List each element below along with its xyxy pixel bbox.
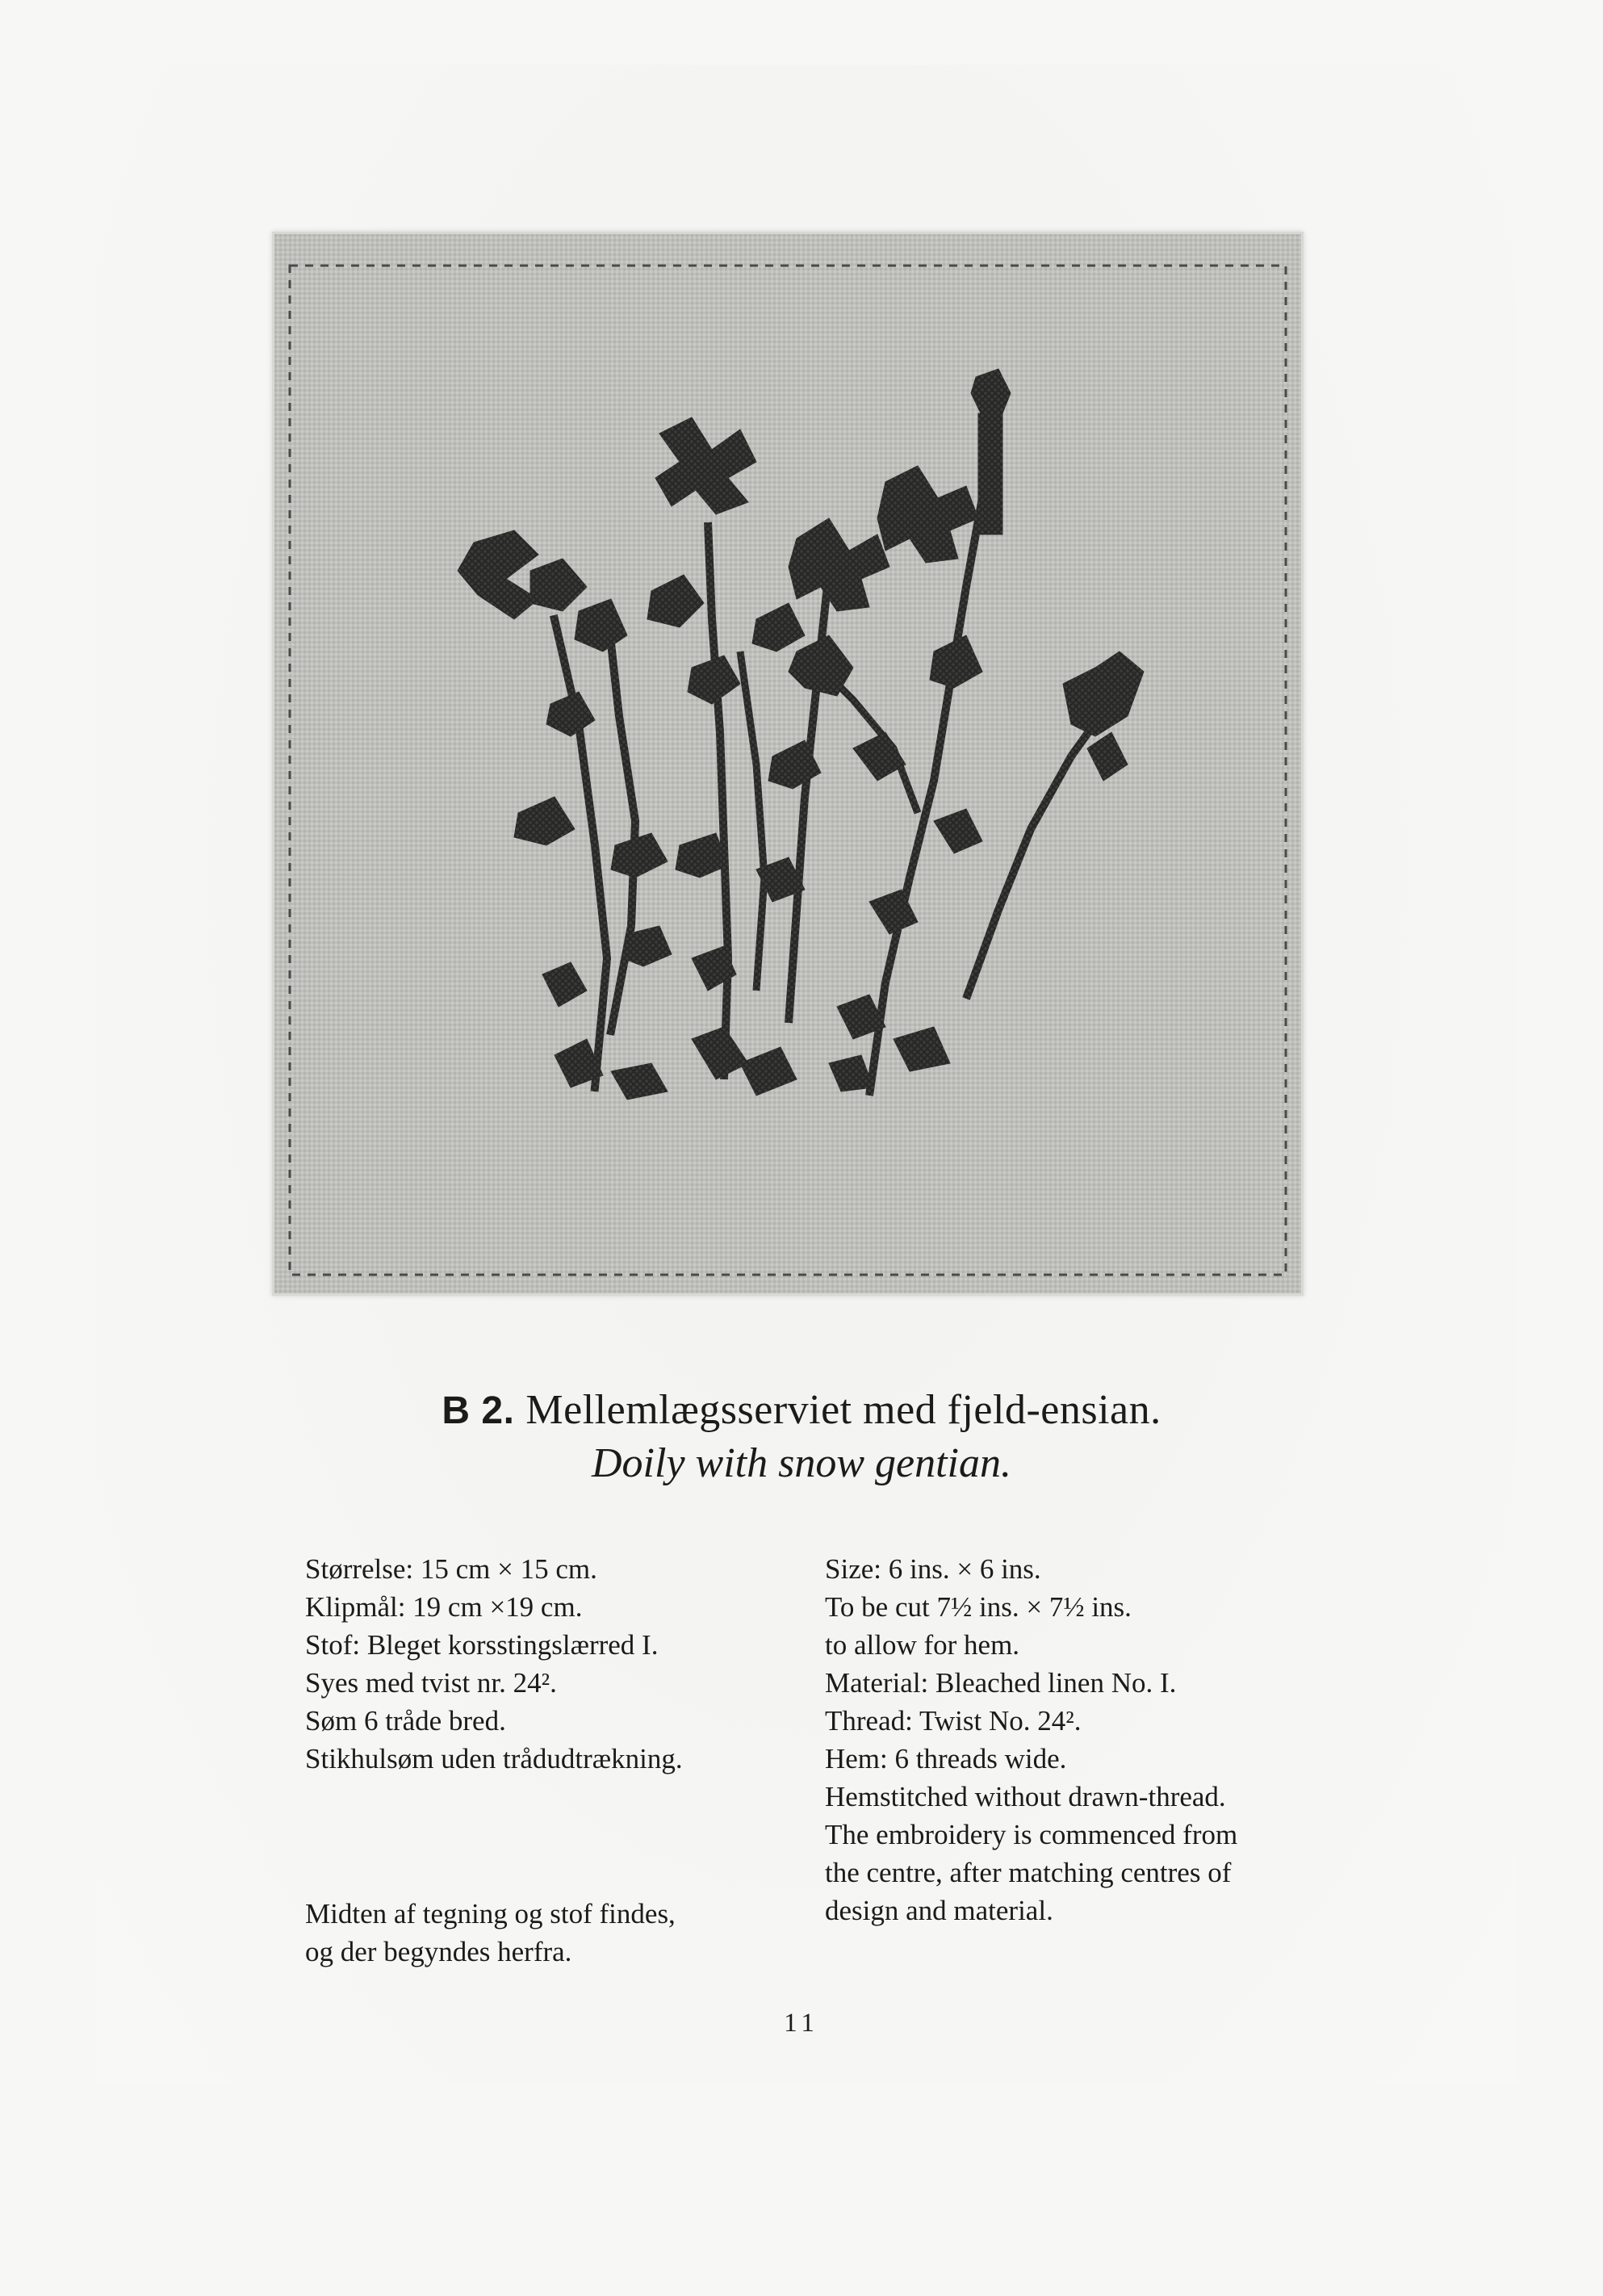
spec-line: Size: 6 ins. × 6 ins. xyxy=(825,1553,1041,1585)
danish-instructions xyxy=(305,1550,757,1971)
spec-line: to allow for hem. xyxy=(825,1629,1020,1661)
figure-caption xyxy=(0,1385,1603,1490)
doily-photo xyxy=(272,232,1304,1296)
title-english: Doily with snow gentian. xyxy=(592,1440,1011,1486)
english-instructions xyxy=(825,1550,1325,1929)
spec-line: the centre, after matching centres of xyxy=(825,1857,1232,1888)
spec-line: Stof: Bleget korsstingslærred I. xyxy=(305,1629,659,1661)
spacer xyxy=(305,1778,757,1895)
spec-line: Stikhulsøm uden trådudtrækning. xyxy=(305,1743,683,1774)
spec-line: Søm 6 tråde bred. xyxy=(305,1705,506,1737)
cross-stitch-embroidery-image xyxy=(272,232,1304,1296)
caption-title-danish-line xyxy=(0,1385,1603,1437)
title-danish: Mellemlægsserviet med fjeld-ensian. xyxy=(525,1387,1161,1433)
spec-line: The embroidery is commenced from xyxy=(825,1819,1238,1850)
spec-line: Hemstitched without drawn-thread. xyxy=(825,1781,1226,1812)
spec-line: To be cut 7½ ins. × 7½ ins. xyxy=(825,1591,1132,1623)
spec-line: Hem: 6 threads wide. xyxy=(825,1743,1067,1774)
note-line: Midten af tegning og stof findes, xyxy=(305,1898,676,1929)
spec-line: Thread: Twist No. 24². xyxy=(825,1705,1082,1737)
spec-line: Material: Bleached linen No. I. xyxy=(825,1667,1177,1699)
spec-line: design and material. xyxy=(825,1895,1053,1926)
pattern-code: B 2. xyxy=(442,1389,515,1432)
spec-line: Syes med tvist nr. 24². xyxy=(305,1667,557,1699)
page-number: 11 xyxy=(784,2009,819,2038)
spec-line: Klipmål: 19 cm ×19 cm. xyxy=(305,1591,583,1623)
spec-line: Størrelse: 15 cm × 15 cm. xyxy=(305,1553,597,1585)
note-line: og der begyndes herfra. xyxy=(305,1936,572,1967)
